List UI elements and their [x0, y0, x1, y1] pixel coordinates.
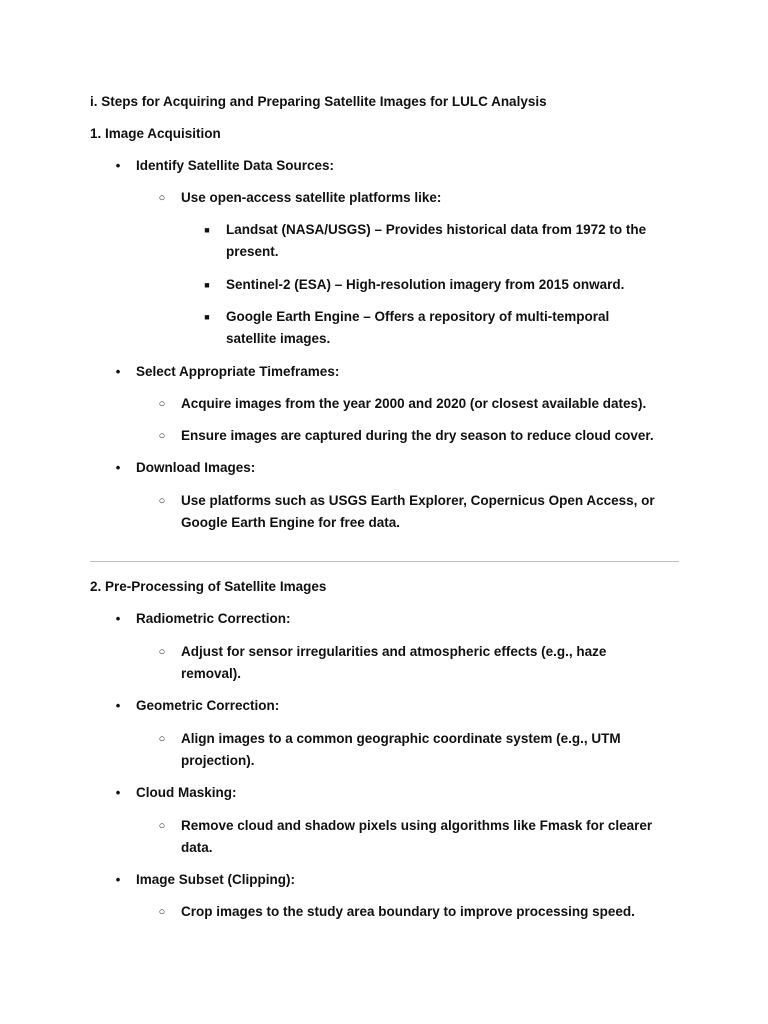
list-item-gee: Google Earth Engine – Offers a repository of multi-temporal: [226, 309, 610, 324]
list-item-align-images: Align images to a common geographic coordinate system (e.g., UTM: [181, 731, 621, 746]
list-item-crop-images: Crop images to the study area boundary to improve processing speed.: [181, 904, 635, 919]
list-item-dry-season: Ensure images are captured during the dry season to reduce cloud cover.: [181, 428, 654, 443]
square-bullet-icon: ■: [204, 312, 210, 322]
section-2-title: 2. Pre-Processing of Satellite Images: [90, 579, 327, 594]
circle-bullet-icon: ○: [158, 192, 166, 204]
circle-bullet-icon: ○: [158, 430, 166, 442]
list-item-landsat-cont: present.: [226, 244, 279, 259]
list-item-timeframes: Select Appropriate Timeframes:: [136, 364, 340, 379]
list-item-identify-sources: Identify Satellite Data Sources:: [136, 158, 335, 173]
list-item-geometric: Geometric Correction:: [136, 698, 280, 713]
disc-bullet-icon: •: [115, 460, 121, 475]
horizontal-divider: [90, 561, 679, 562]
circle-bullet-icon: ○: [158, 495, 166, 507]
disc-bullet-icon: •: [115, 364, 121, 379]
circle-bullet-icon: ○: [158, 398, 166, 410]
list-item-adjust-sensor: Adjust for sensor irregularities and atmospheric effects (e.g., haze: [181, 644, 607, 659]
document-heading: i. Steps for Acquiring and Preparing Satellite Images for LULC Analysis: [90, 94, 547, 109]
disc-bullet-icon: •: [115, 611, 121, 626]
list-item-radiometric: Radiometric Correction:: [136, 611, 291, 626]
list-item-remove-cloud-cont: data.: [181, 840, 213, 855]
square-bullet-icon: ■: [204, 280, 210, 290]
section-1-title: 1. Image Acquisition: [90, 126, 221, 141]
circle-bullet-icon: ○: [158, 646, 166, 658]
circle-bullet-icon: ○: [158, 733, 166, 745]
list-item-adjust-sensor-cont: removal).: [181, 666, 242, 681]
list-item-cloud-masking: Cloud Masking:: [136, 785, 237, 800]
disc-bullet-icon: •: [115, 785, 121, 800]
list-item-sentinel: Sentinel-2 (ESA) – High-resolution imagery from 2015 onward.: [226, 277, 625, 292]
list-item-align-images-cont: projection).: [181, 753, 255, 768]
disc-bullet-icon: •: [115, 698, 121, 713]
circle-bullet-icon: ○: [158, 906, 166, 918]
square-bullet-icon: ■: [204, 225, 210, 235]
list-item-image-subset: Image Subset (Clipping):: [136, 872, 296, 887]
disc-bullet-icon: •: [115, 872, 121, 887]
list-item-acquire-years: Acquire images from the year 2000 and 2020 (or closest available dates).: [181, 396, 647, 411]
circle-bullet-icon: ○: [158, 820, 166, 832]
list-item-platforms: Use platforms such as USGS Earth Explorer, Copernicus Open Access, or: [181, 493, 655, 508]
list-item-landsat: Landsat (NASA/USGS) – Provides historical data from 1972 to the: [226, 222, 647, 237]
list-item-platforms-cont: Google Earth Engine for free data.: [181, 515, 401, 530]
list-item-gee-cont: satellite images.: [226, 331, 331, 346]
list-item-remove-cloud: Remove cloud and shadow pixels using algorithms like Fmask for clearer: [181, 818, 653, 833]
disc-bullet-icon: •: [115, 158, 121, 173]
list-item-download: Download Images:: [136, 460, 256, 475]
list-item-open-access: Use open-access satellite platforms like:: [181, 190, 442, 205]
